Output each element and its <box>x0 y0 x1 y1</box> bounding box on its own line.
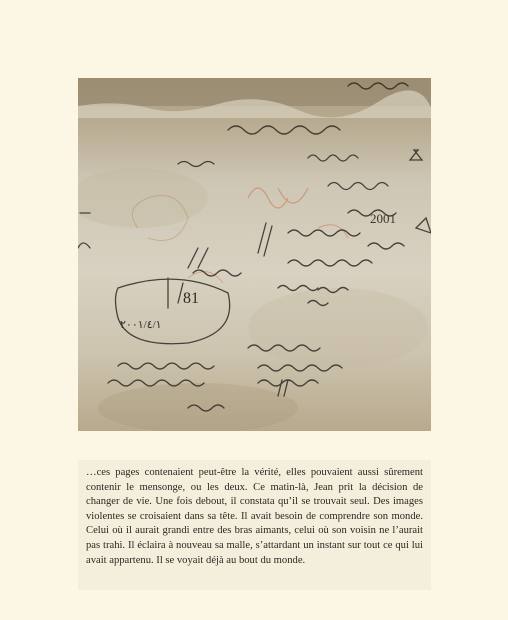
graffiti-wall-photo <box>78 78 431 431</box>
caption-box <box>78 460 431 590</box>
graffiti-number-81: 81 <box>183 290 199 307</box>
graffiti-date-arabic: ٢٠٠١/٤/١ <box>120 319 162 331</box>
graffiti-date-2001: 2001 <box>370 211 396 226</box>
graffiti-wall-drawing <box>78 78 431 431</box>
caption-paragraph: …ces pages contenaient peut-être la vérité, elles pouvaient aussi sûrement contenir le mensonge, ou les deux. Ce matin-là, Jean prit la décision de changer de vie. Une fois debout, il constata qu’il se trouvait seul. Des images violentes se croisaient dans sa tête. Il avait besoin de comprendre son monde. Celui où il aurait grandi entre des bras aimants, celui où son voisin ne l’aurait pas trahi. Il éclaira à nouveau sa malle, s’attardant un instant sur tout ce qui lui avait appartenu. Il se voyait déjà au bout du monde. <box>86 467 423 566</box>
